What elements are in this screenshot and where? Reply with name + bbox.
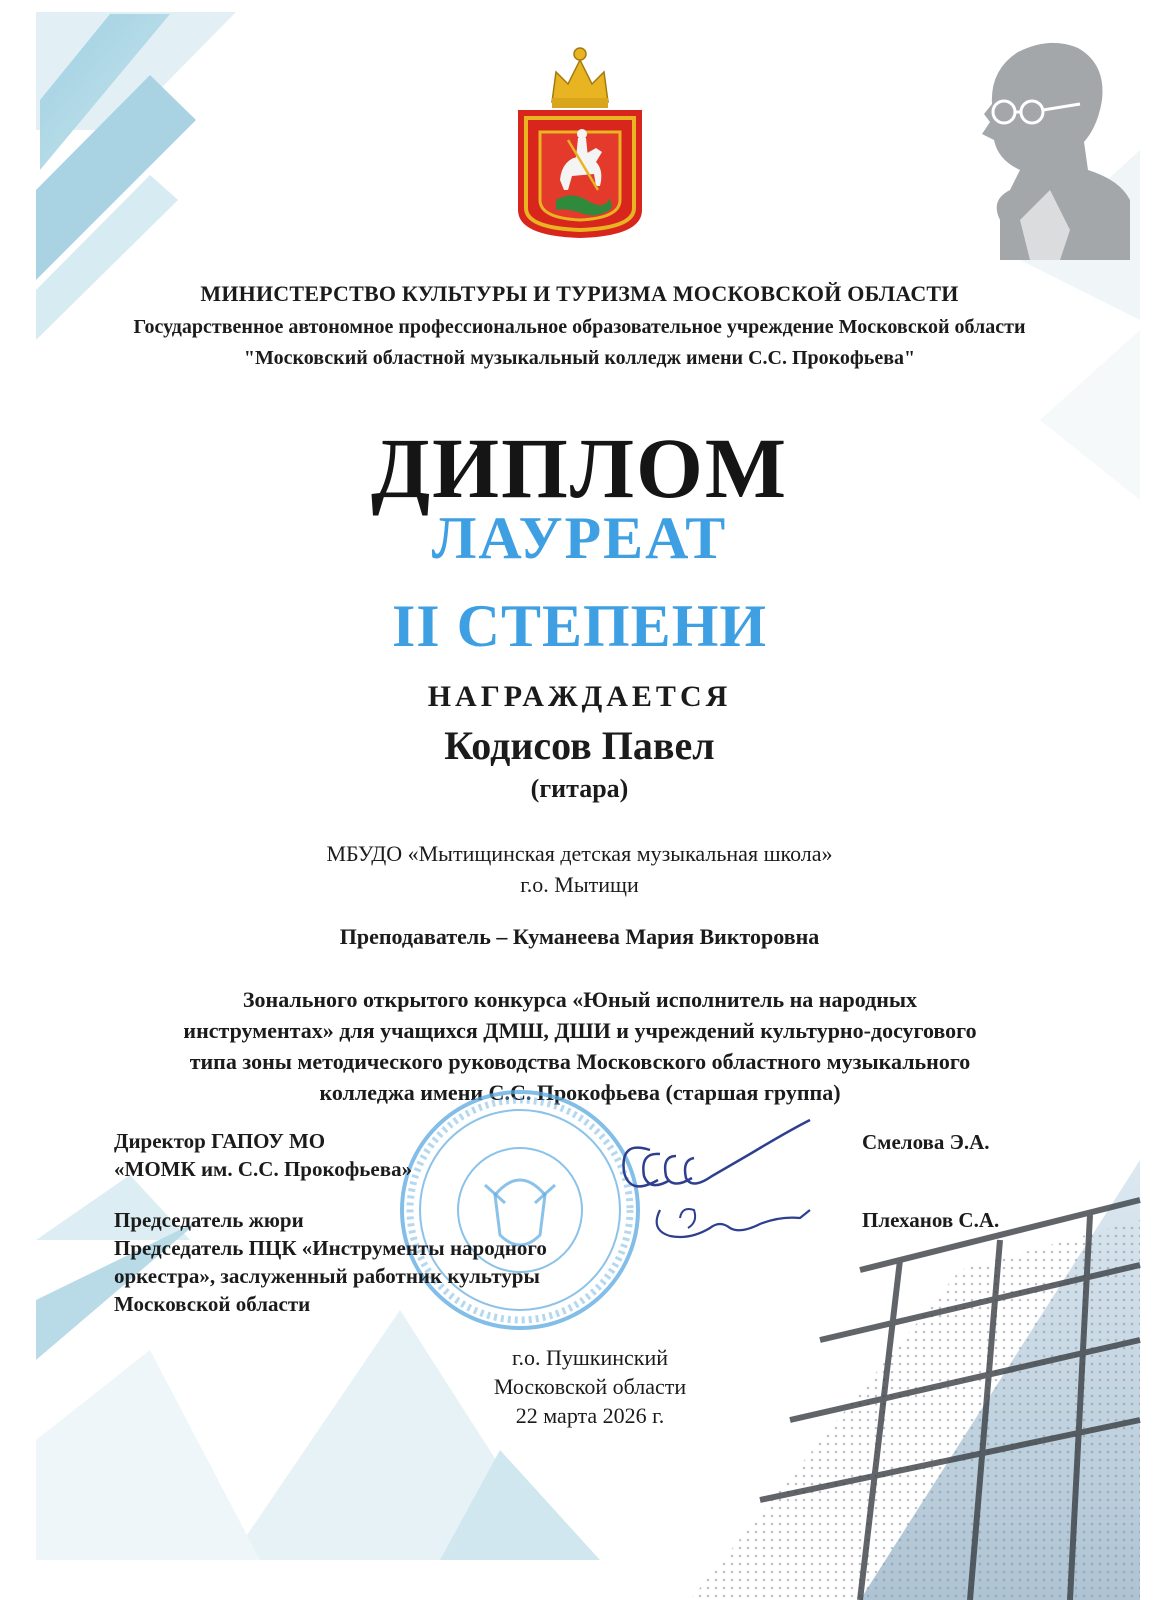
college-name: "Московский областной музыкальный колледж имени С.С. Прокофьева" [243,347,916,369]
ministry-name: МИНИСТЕРСТВО КУЛЬТУРЫ И ТУРИЗМА МОСКОВСКОЙ ОБЛАСТИ [200,281,959,306]
jury-chair-name: Плеханов С.А. [862,1208,1000,1232]
recipient-instrument: (гитара) [530,774,629,803]
school-city: г.о. Мытищи [520,872,639,897]
contest-line: Зонального открытого конкурса «Юный исполнитель на народных [242,987,918,1012]
footer-date: 22 марта 2026 г. [515,1403,665,1428]
awarded-label: НАГРАЖДАЕТСЯ [427,680,732,713]
footer-region: Московской области [493,1374,687,1399]
director-title [114,1127,412,1183]
jury-chair-title-line: оркестра», заслуженный работник культуры [114,1264,540,1288]
director-name: Смелова Э.А. [862,1130,990,1154]
institution-name: Государственное автономное профессиональное образовательное учреждение Московской области [133,316,1026,338]
handwritten-signatures [610,1110,830,1260]
laureate-title: ЛАУРЕАТ [431,505,728,571]
moscow-oblast-coat-of-arms [512,40,648,240]
diploma-title: ДИПЛОМ [370,420,789,516]
contest-line: колледжа имени С.С. Прокофьева (старшая группа) [319,1080,841,1105]
jury-chair-title-line: Московской области [114,1292,311,1316]
contest-line: инструментах» для учащихся ДМШ, ДШИ и учреждений культурно-досугового [183,1018,977,1043]
composer-portrait-silhouette [960,30,1130,260]
degree-title: II СТЕПЕНИ [391,593,768,659]
recipient-name: Кодисов Павел [444,723,715,768]
jury-chair-title-line: Председатель ПЦК «Инструменты народного [114,1236,547,1260]
director-title-line: «МОМК им. С.С. Прокофьева» [114,1157,413,1181]
jury-chair-title-line: Председатель жюри [114,1208,304,1232]
director-title-line: Директор ГАПОУ МО [114,1129,326,1153]
teacher-name: Преподаватель – Куманеева Мария Викторовна [339,924,820,949]
school-name: МБУДО «Мытищинская детская музыкальная школа» [326,841,833,866]
footer-city: г.о. Пушкинский [511,1345,669,1370]
jury-chair-title [114,1206,547,1318]
contest-line: типа зоны методического руководства Московского областного музыкального [189,1049,971,1074]
